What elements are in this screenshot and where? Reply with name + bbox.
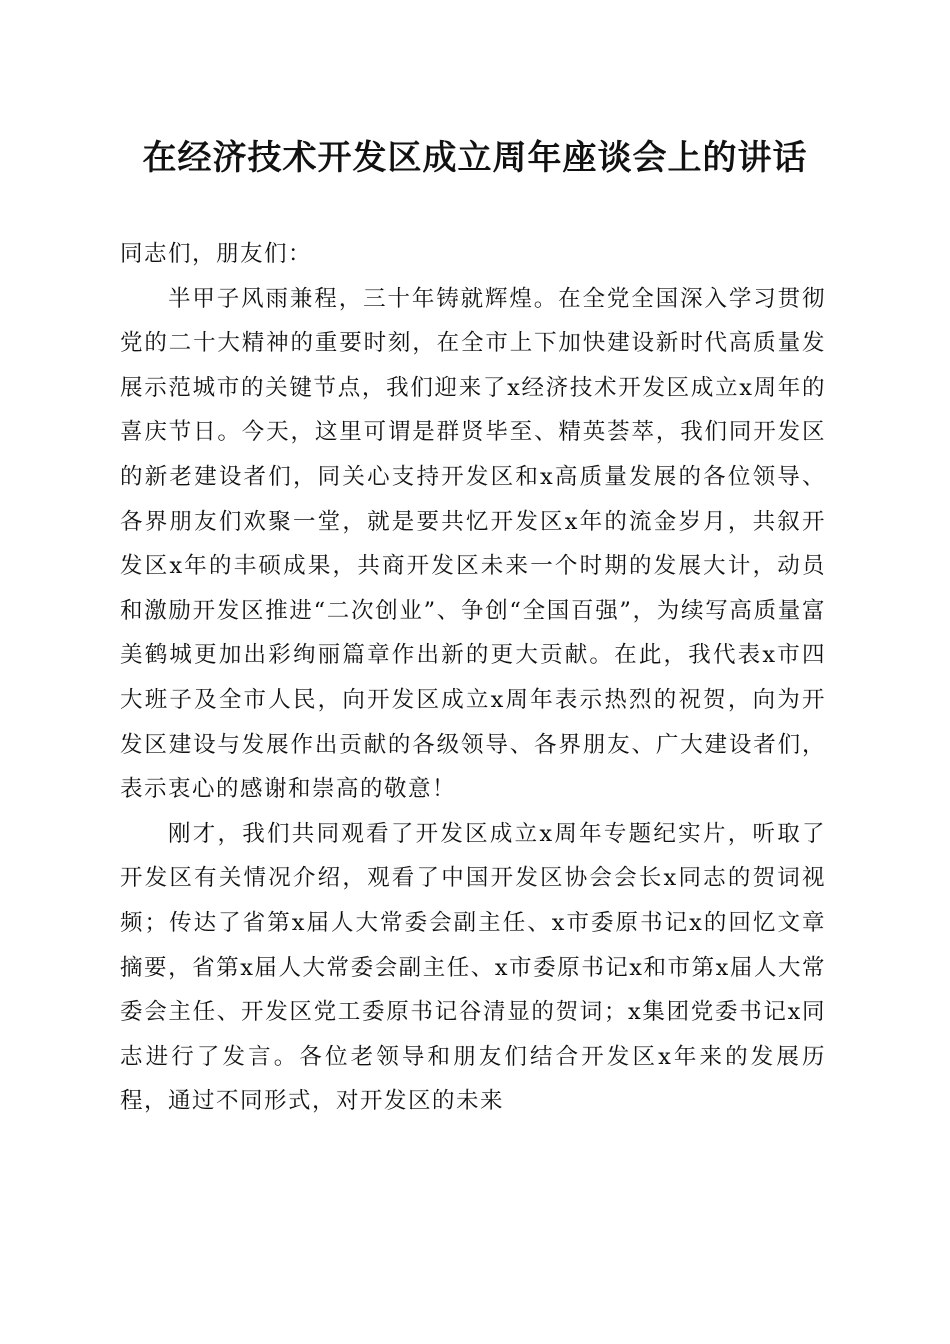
salutation: 同志们，朋友们： <box>120 241 313 267</box>
paragraph-1: 半甲子风雨兼程，三十年铸就辉煌。在全党全国深入学习贯彻党的二十大精神的重要时刻，在全市上下加快建设新时代高质量发展示范城市的关键节点，我们迎来了x经济技术开发区成立x周年的喜庆节日。今天，这里可谓是群贤毕至、精英荟萃，我们同开发区的新老建设者们，同关心支持开发区和x高质量发展的各位领导、各界朋友们欢聚一堂，就是要共忆开发区x年的流金岁月，共叙开发区x年的丰硕成果，共商开发区未来一个时期的发展大计，动员和激励开发区推进“二次创业”、争创“全国百强”，为续写高质量富美鹤城更加出彩绚丽篇章作出新的更大贡献。在此，我代表x市四大班子及全市人民，向开发区成立x周年表示热烈的祝贺，向为开发区建设与发展作出贡献的各级领导、各界朋友、广大建设者们，表示衷心的感谢和崇高的敬意！ <box>120 285 826 803</box>
paragraph-2: 刚才，我们共同观看了开发区成立x周年专题纪实片，听取了开发区有关情况介绍，观看了中国开发区协会会长x同志的贺词视频；传达了省第x届人大常委会副主任、x市委原书记x的回忆文章摘要，省第x届人大常委会副主任、x市委原书记x和市第x届人大常委会主任、开发区党工委原书记谷清显的贺词；x集团党委书记x同志进行了发言。各位老领导和朋友们结合开发区x年来的发展历程，通过不同形式，对开发区的未来 <box>120 820 826 1115</box>
document-title: 在经济技术开发区成立周年座谈会上的讲话 <box>142 138 808 178</box>
document-body <box>120 232 826 1124</box>
